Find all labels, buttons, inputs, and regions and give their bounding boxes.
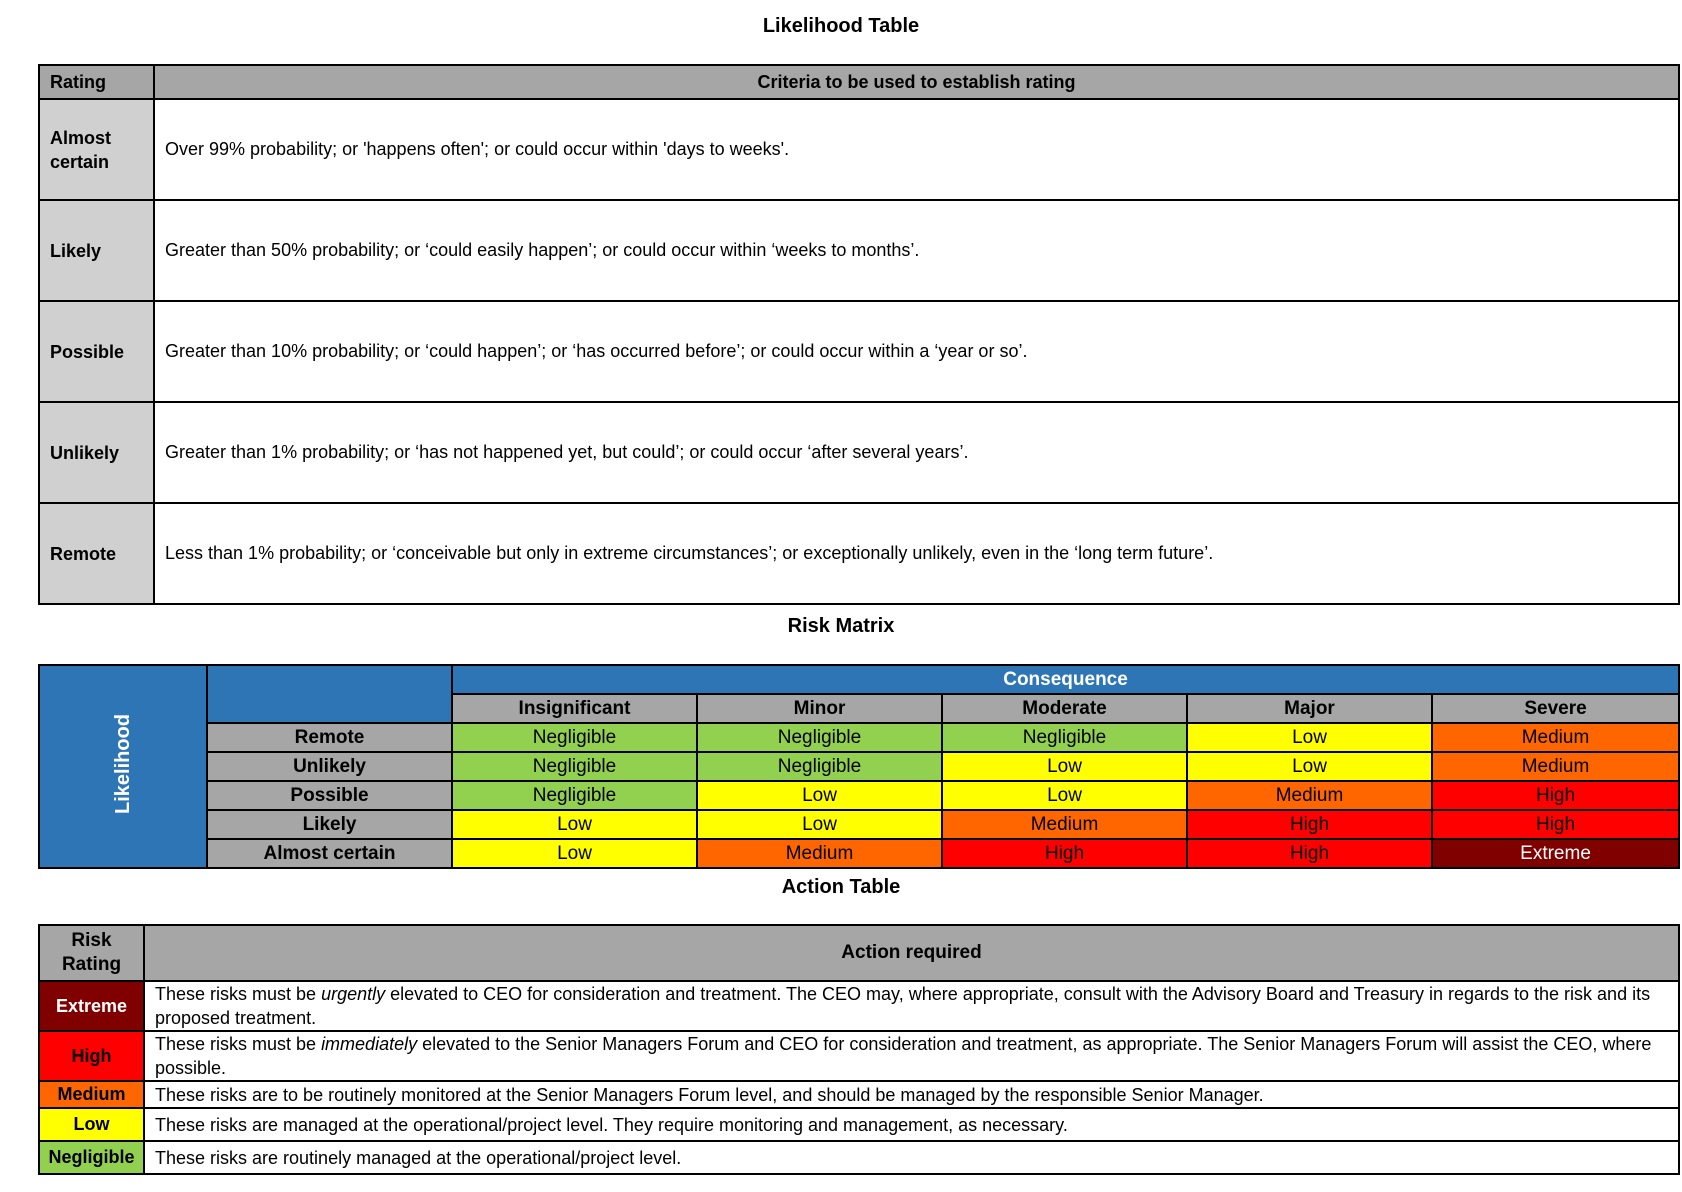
risk-cell: Medium [1187, 781, 1432, 810]
likelihood-rating: Likely [39, 200, 154, 301]
consequence-header: Moderate [942, 694, 1187, 723]
action-description: These risks must be urgently elevated to CEO for consideration and treatment. The CEO may, where appropriate, consult with the Advisory Board and Treasury in regards to the risk and its proposed treatment. [144, 981, 1679, 1031]
likelihood-rating: Remote [39, 503, 154, 604]
likelihood-row [39, 301, 1679, 402]
consequence-header: Major [1187, 694, 1432, 723]
likelihood-row [39, 503, 1679, 604]
action-rating-badge: High [39, 1031, 144, 1081]
risk-cell: Low [1187, 752, 1432, 781]
action-row [39, 1081, 1679, 1108]
consequence-axis-label: Consequence [452, 665, 1679, 694]
risk-cell: High [942, 839, 1187, 868]
consequence-header: Insignificant [452, 694, 697, 723]
likelihood-header-criteria: Criteria to be used to establish rating [154, 65, 1679, 99]
action-header-action: Action required [144, 925, 1679, 981]
action-description: These risks are managed at the operational/project level. They require monitoring and management, as necessary. [144, 1108, 1679, 1141]
risk-cell: Negligible [452, 752, 697, 781]
likelihood-header-rating: Rating [39, 65, 154, 99]
risk-cell: Low [1187, 723, 1432, 752]
matrix-row [39, 752, 1679, 781]
matrix-row [39, 839, 1679, 868]
risk-cell: Negligible [452, 723, 697, 752]
risk-cell: Low [697, 810, 942, 839]
risk-cell: Medium [1432, 723, 1679, 752]
likelihood-rating: Almost certain [39, 99, 154, 200]
likelihood-row-header: Remote [207, 723, 452, 752]
matrix-row [39, 723, 1679, 752]
likelihood-row-header: Likely [207, 810, 452, 839]
risk-cell: High [1432, 810, 1679, 839]
action-rating-badge: Low [39, 1108, 144, 1141]
likelihood-criteria: Over 99% probability; or 'happens often'; or could occur within 'days to weeks'. [154, 99, 1679, 200]
likelihood-table [38, 64, 1680, 605]
likelihood-row [39, 402, 1679, 503]
risk-cell: Negligible [942, 723, 1187, 752]
likelihood-header-row [39, 65, 1679, 99]
action-header-rating [39, 925, 144, 981]
matrix-row [39, 810, 1679, 839]
action-table [38, 924, 1680, 1175]
likelihood-rating: Possible [39, 301, 154, 402]
likelihood-criteria: Less than 1% probability; or ‘conceivable but only in extreme circumstances’; or exceptionally unlikely, even in the ‘long term future’. [154, 503, 1679, 604]
likelihood-criteria: Greater than 10% probability; or ‘could happen’; or ‘has occurred before’; or could occur within a ‘year or so’. [154, 301, 1679, 402]
likelihood-row-header: Possible [207, 781, 452, 810]
risk-cell: High [1187, 839, 1432, 868]
matrix-row [39, 781, 1679, 810]
risk-cell: Low [697, 781, 942, 810]
action-row [39, 1031, 1679, 1081]
risk-cell: Low [452, 810, 697, 839]
risk-cell: Extreme [1432, 839, 1679, 868]
likelihood-row [39, 200, 1679, 301]
likelihood-table-title: Likelihood Table [762, 15, 920, 37]
likelihood-row-header: Unlikely [207, 752, 452, 781]
action-description: These risks are to be routinely monitored at the Senior Managers Forum level, and should be managed by the responsible Senior Manager. [144, 1081, 1679, 1108]
likelihood-row [39, 99, 1679, 200]
consequence-header: Severe [1432, 694, 1679, 723]
risk-cell: Negligible [697, 723, 942, 752]
action-header-rating-text: Risk Rating [61, 930, 122, 975]
likelihood-axis-text: Likelihood [111, 713, 134, 814]
action-rating-badge: Negligible [39, 1141, 144, 1174]
risk-cell: Medium [942, 810, 1187, 839]
action-description: These risks must be immediately elevated to the Senior Managers Forum and CEO for consideration and treatment, as appropriate. The Senior Managers Forum will assist the CEO, where possible. [144, 1031, 1679, 1081]
risk-cell: Low [942, 781, 1187, 810]
risk-cell: Low [942, 752, 1187, 781]
action-row [39, 1141, 1679, 1174]
risk-cell: Negligible [452, 781, 697, 810]
action-rating-badge: Medium [39, 1081, 144, 1108]
action-description: These risks are routinely managed at the operational/project level. [144, 1141, 1679, 1174]
likelihood-axis-label [39, 665, 207, 868]
likelihood-criteria: Greater than 1% probability; or ‘has not happened yet, but could’; or could occur ‘after several years’. [154, 402, 1679, 503]
risk-cell: Low [452, 839, 697, 868]
risk-cell: Negligible [697, 752, 942, 781]
risk-cell: Medium [1432, 752, 1679, 781]
risk-matrix-table [38, 664, 1680, 869]
risk-matrix-title: Risk Matrix [787, 615, 895, 637]
likelihood-row-header: Almost certain [207, 839, 452, 868]
action-row [39, 1108, 1679, 1141]
risk-cell: High [1187, 810, 1432, 839]
matrix-corner [207, 665, 452, 723]
likelihood-criteria: Greater than 50% probability; or ‘could easily happen’; or could occur within ‘weeks to months’. [154, 200, 1679, 301]
action-row [39, 981, 1679, 1031]
risk-cell: Medium [697, 839, 942, 868]
consequence-header: Minor [697, 694, 942, 723]
risk-cell: High [1432, 781, 1679, 810]
action-table-title: Action Table [781, 876, 901, 898]
likelihood-rating: Unlikely [39, 402, 154, 503]
action-header-row [39, 925, 1679, 981]
action-rating-badge: Extreme [39, 981, 144, 1031]
